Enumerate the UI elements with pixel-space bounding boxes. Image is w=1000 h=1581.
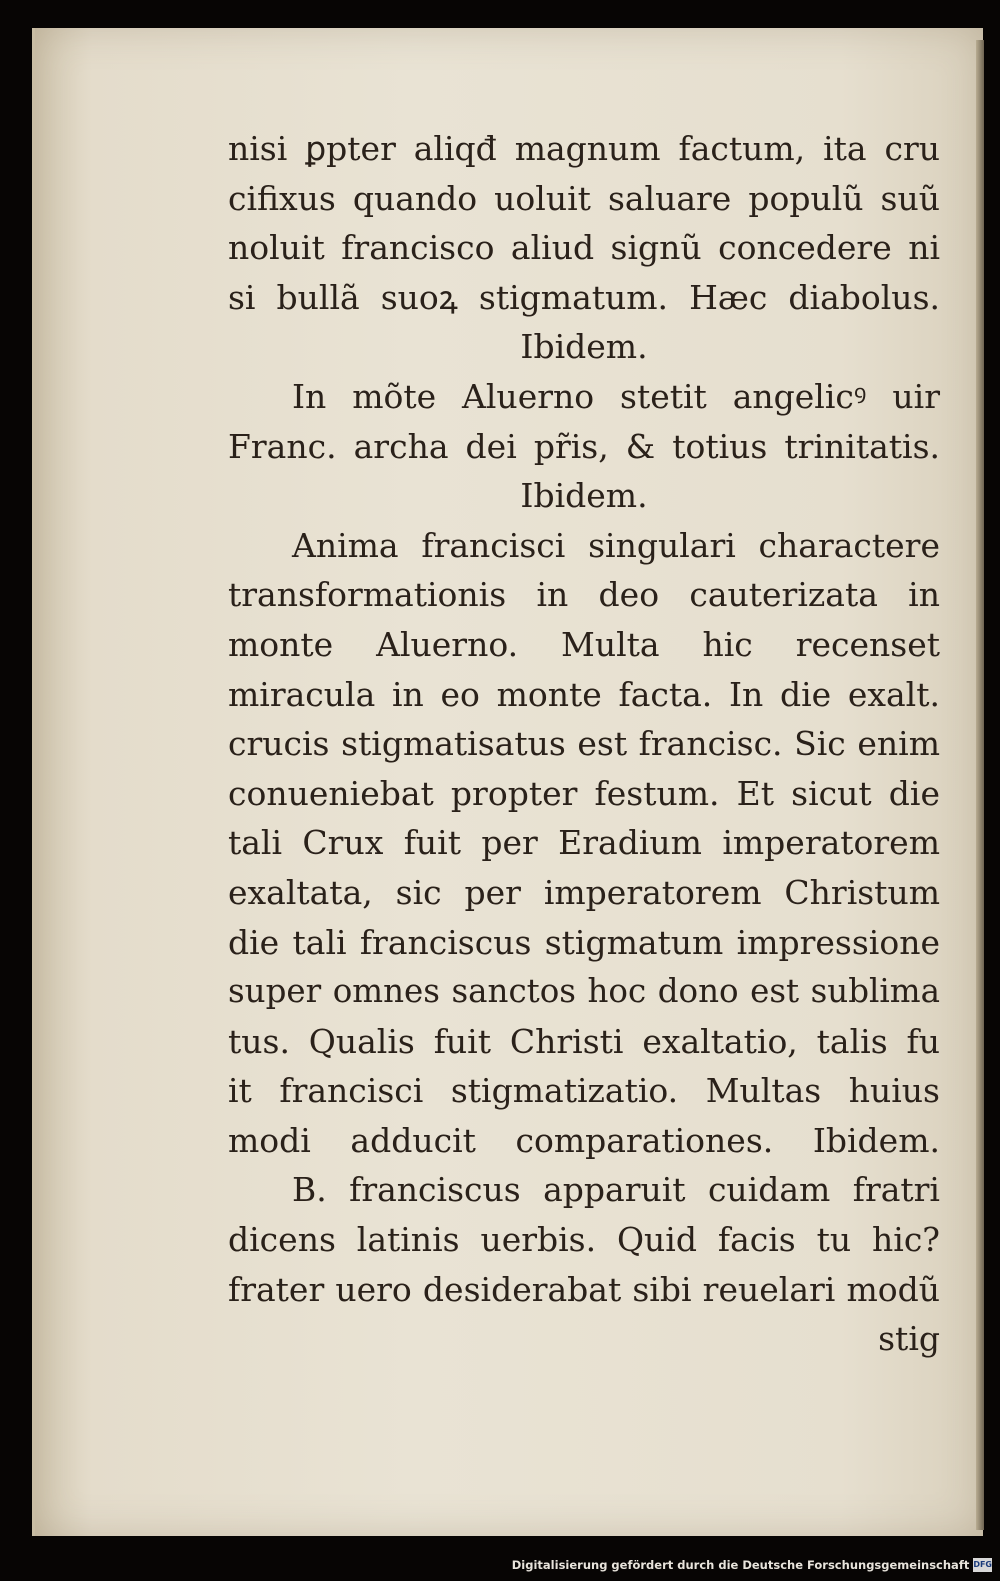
digitization-credit [511,1552,992,1578]
text-line: In mõte Aluerno stetit angelicꝰ uir [292,376,940,416]
text-line: frater uero desiderabat sibi reuelari modũ [228,1269,940,1309]
page-edge [976,40,984,1530]
text-line: transformationis in deo cauterizata in [228,575,940,615]
text-line: die tali franciscus stigmatum impressione [228,922,940,962]
text-line: super omnes sanctos hoc dono est sublima [228,972,940,1011]
text-line: conueniebat propter festum. Et sicut die [228,773,940,813]
text-line: crucis stigmatisatus est francisc. Sic enim [228,724,940,764]
catchword: stig [878,1319,940,1359]
text-line: it francisci stigmatizatio. Multas huius [228,1071,940,1111]
text-line: Franc. archa dei pr̃is, & totius trinitatis. [228,426,940,466]
text-line-ibidem: Ibidem. [520,476,648,516]
text-line: nisi ꝑpter aliqđ magnum factum, ita cru [228,129,940,168]
page-text [228,124,940,1364]
text-line: dicens latinis uerbis. Quid facis tu hic? [228,1220,940,1260]
text-line-ibidem: Ibidem. [520,327,648,367]
credit-text: Digitalisierung gefördert durch die Deutsche Forschungsgemeinschaft [511,1558,970,1572]
dfg-logo: DFG [973,1558,992,1572]
text-line: noluit francisco aliud signũ concedere ni [228,228,940,268]
text-line: monte Aluerno. Multa hic recenset [228,624,940,664]
text-line: exaltata, sic per imperatorem Christum [228,872,940,912]
text-line: tus. Qualis fuit Christi exaltatio, talis fu [228,1021,940,1061]
text-line: cifixus quando uoluit saluare populũ suũ [228,178,940,218]
text-line: tali Crux fuit per Eradium imperatorem [228,823,940,863]
text-line: miracula in eo monte facta. In die exalt. [228,674,940,714]
text-line: si bullã suoꝝ stigmatum. Hæc diabolus. [228,277,940,317]
text-line: B. franciscus apparuit cuidam fratri [292,1170,940,1210]
text-line: modi adducit comparationes. Ibidem. [228,1120,940,1160]
text-line: Anima francisci singulari charactere [292,525,940,565]
